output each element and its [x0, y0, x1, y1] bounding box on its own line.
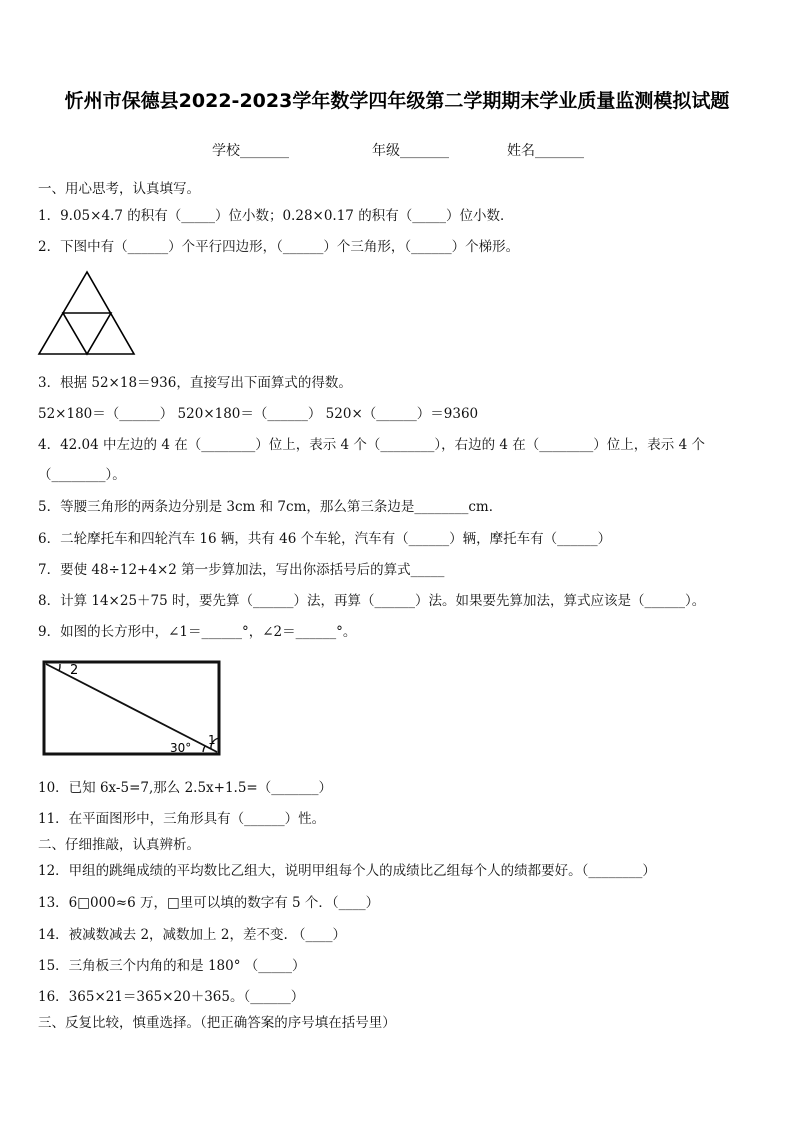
- question-9: 9．如图的长方形中，∠1＝______°，∠2＝______°。: [38, 624, 357, 640]
- section-1-heading: 一、用心思考，认真填写。: [38, 181, 200, 197]
- angle-1-label: 1: [208, 733, 216, 747]
- question-14: 14．被减数减去 2，减数加上 2，差不变. （____）: [38, 927, 347, 943]
- question-12: 12．甲组的跳绳成绩的平均数比乙组大，说明甲组每个人的成绩比乙组每个人的绩都要好。（________）: [38, 863, 656, 879]
- question-15: 15．三角板三个内角的和是 180° （_____）: [38, 958, 306, 974]
- question-4-line-1: 4．42.04 中左边的 4 在（________）位上，表示 4 个（________），右边的 4 在（________）位上，表示 4 个: [38, 437, 705, 453]
- question-2: 2．下图中有（______）个平行四边形，（______）个三角形，（______）个梯形。: [38, 239, 520, 255]
- rectangle-figure: [38, 658, 224, 760]
- question-1: 1．9.05×4.7 的积有（_____）位小数；0.28×0.17 的积有（_____）位小数．: [38, 208, 514, 224]
- page-title: 忻州市保德县2022-2023学年数学四年级第二学期期末学业质量监测模拟试题: [64, 90, 730, 112]
- question-3-items: 52×180＝（______） 520×180＝（______） 520×（______）＝9360: [38, 406, 479, 422]
- question-3: 3．根据 52×18＝936，直接写出下面算式的得数。: [38, 375, 352, 391]
- school-field: 学校_______: [212, 143, 289, 159]
- angle-2-label: 2: [70, 663, 79, 678]
- question-13: 13．6□000≈6 万，□里可以填的数字有 5 个．（____）: [38, 895, 380, 911]
- question-8: 8．计算 14×25＋75 时，要先算（______）法，再算（______）法。如果要先算加法，算式应该是（______）。: [38, 593, 706, 609]
- question-7: 7．要使 48÷12+4×2 第一步算加法，写出你添括号后的算式_____: [38, 562, 445, 578]
- grade-field: 年级_______: [372, 143, 449, 159]
- question-4-line-2: （________）。: [38, 467, 126, 483]
- triangle-figure: [36, 268, 138, 360]
- question-6: 6．二轮摩托车和四轮汽车 16 辆，共有 46 个车轮，汽车有（______）辆，摩托车有（______）: [38, 531, 612, 547]
- question-10: 10．已知 6x-5=7,那么 2.5x+1.5=（_______）: [38, 780, 332, 796]
- angle-30-label: 30°: [170, 741, 192, 755]
- section-3-heading: 三、反复比较，慎重选择。（把正确答案的序号填在括号里）: [38, 1015, 396, 1031]
- name-field: 姓名_______: [507, 143, 584, 159]
- question-16: 16．365×21＝365×20＋365。（______）: [38, 989, 305, 1005]
- question-5: 5．等腰三角形的两条边分别是 3cm 和 7cm，那么第三条边是________cm．: [38, 499, 503, 515]
- question-11: 11．在平面图形中，三角形具有（______）性。: [38, 811, 326, 827]
- section-2-heading: 二、仔细推敲，认真辨析。: [38, 837, 200, 853]
